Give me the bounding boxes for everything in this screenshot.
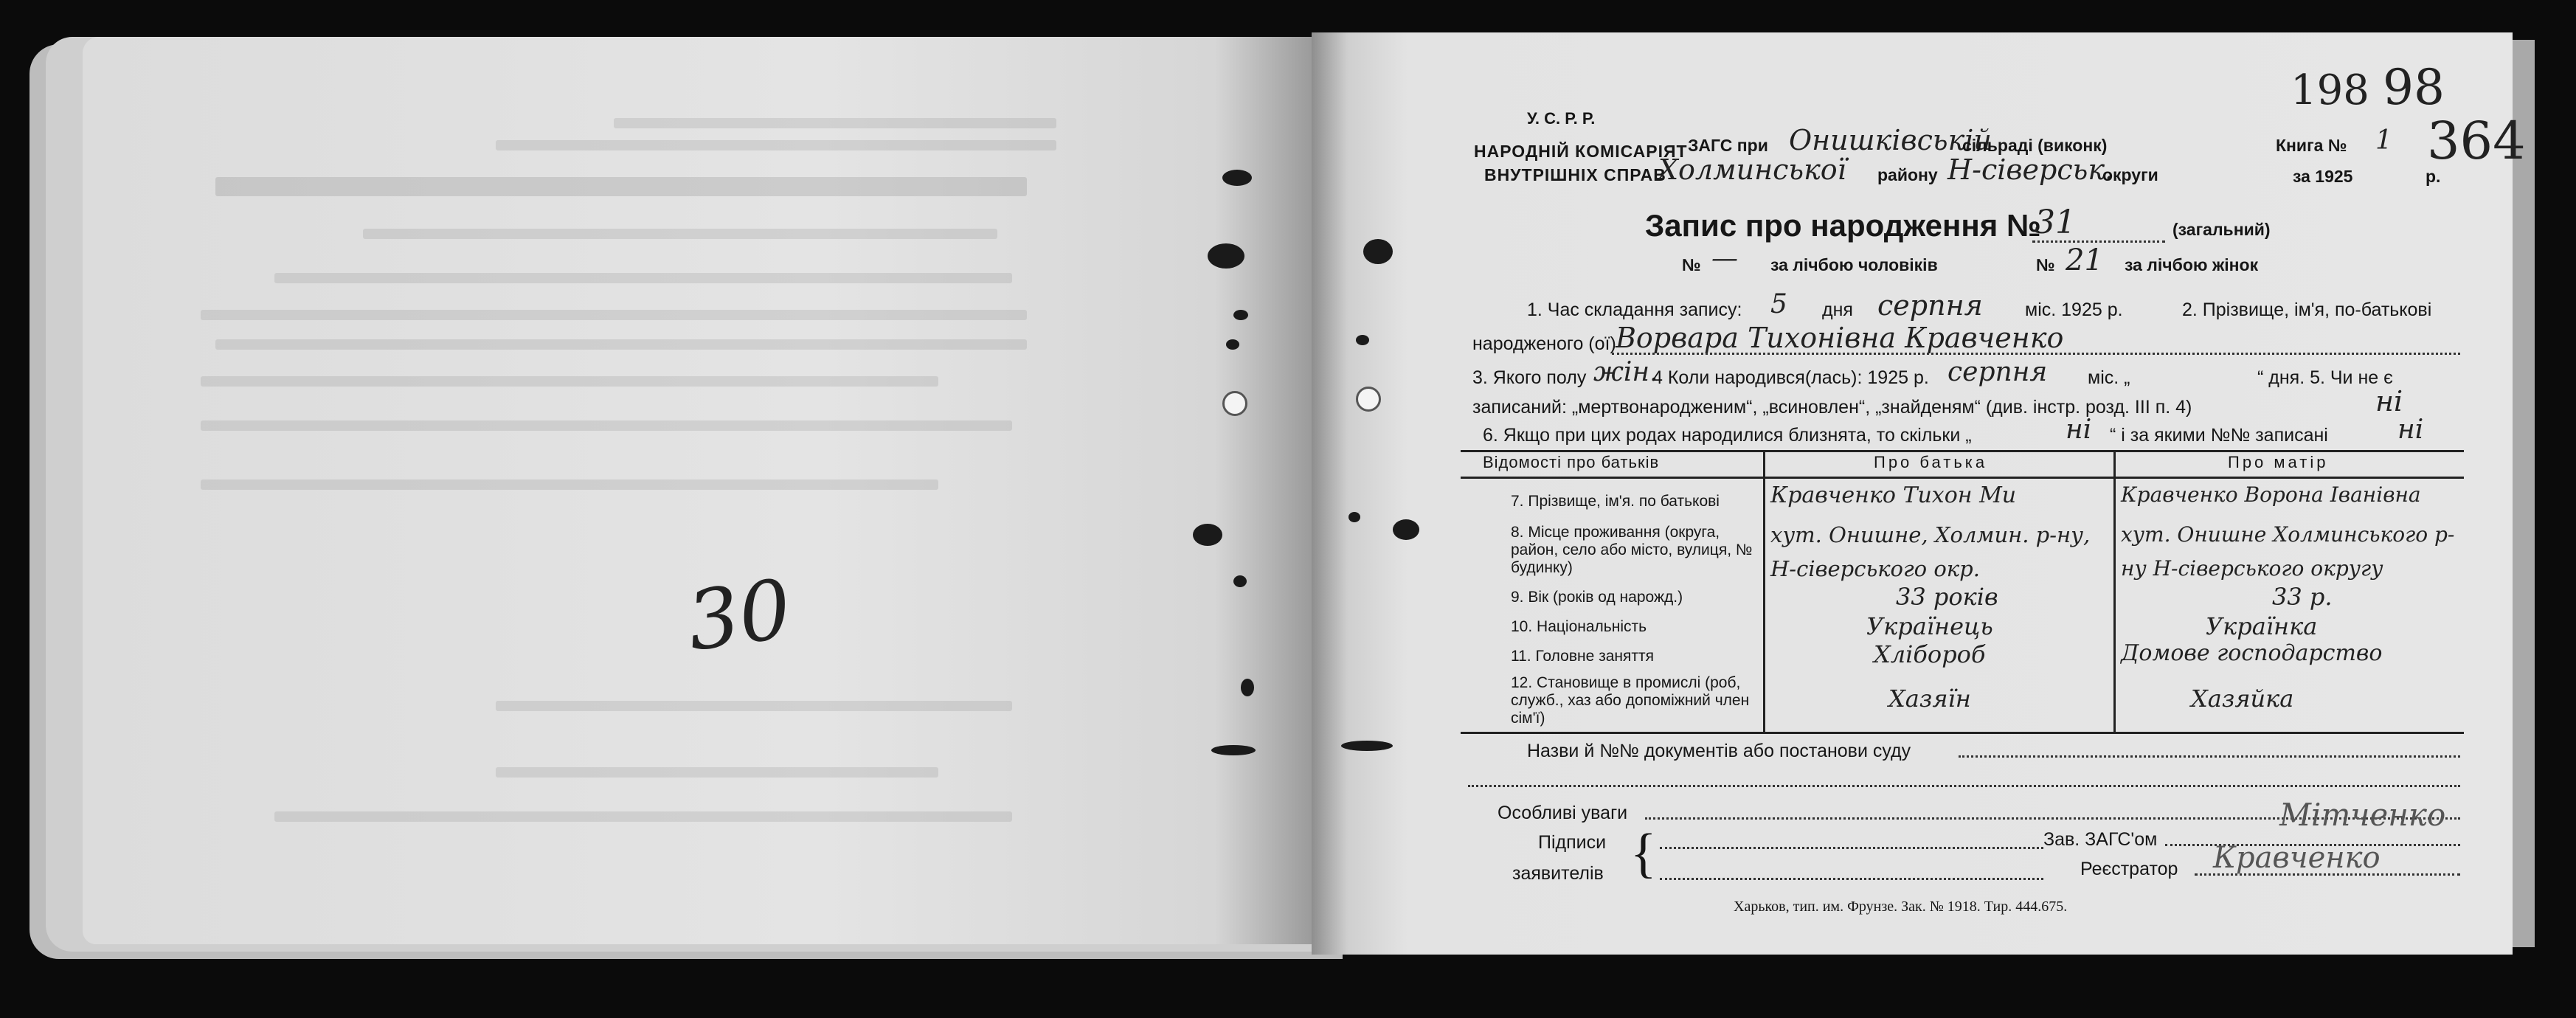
okrug-handwritten: Н-сіверськ. bbox=[1947, 153, 2114, 186]
table-row-label: 11. Головне заняття bbox=[1511, 648, 1654, 665]
male-no-label: № bbox=[1682, 255, 1701, 274]
field-4-label: 4 Коли народився(лась): 1925 р. bbox=[1652, 367, 1929, 388]
district-word: району bbox=[1877, 165, 1938, 184]
field-3-label: 3. Якого полу bbox=[1472, 367, 1587, 388]
page-edge bbox=[2513, 40, 2535, 947]
field-1-day-word: дня bbox=[1822, 299, 1853, 320]
book-number-handwritten: 1 bbox=[2375, 125, 2392, 156]
documents-label: Назви й №№ документів або постанови суду bbox=[1527, 741, 1911, 761]
field-2-label: 2. Прізвище, ім'я, по-батькові bbox=[2182, 299, 2432, 320]
okrug-word: округи bbox=[2102, 165, 2158, 184]
general-label: (загальний) bbox=[2172, 220, 2271, 239]
mother-name: Кравченко Ворона Іванівна bbox=[2121, 482, 2421, 507]
signatures-label-2: заявителів bbox=[1512, 863, 1604, 884]
female-count-label: за лічбою жінок bbox=[2125, 255, 2259, 274]
table-header-info: Відомості про батьків bbox=[1483, 453, 1660, 471]
corner-number-3: 364 bbox=[2427, 111, 2526, 171]
field-2-name-handwritten: Ворвара Тихонівна Кравченко bbox=[1616, 322, 2064, 354]
field-4-month-handwritten: серпня bbox=[1947, 357, 2048, 387]
mother-occupation: Домове господарство bbox=[2121, 640, 2383, 666]
female-no-handwritten: 21 bbox=[2066, 243, 2103, 277]
commissariat-line2: ВНУТРІШНІХ СПРАВ bbox=[1484, 165, 1666, 184]
left-page-handwritten-number: 30 bbox=[681, 561, 797, 670]
table-row-label: 7. Прізвище, ім'я. по батькові bbox=[1511, 493, 1720, 510]
head-of-registry-label: Зав. ЗАГС'ом bbox=[2043, 829, 2158, 850]
father-status: Хазяїн bbox=[1888, 685, 1971, 713]
mother-nationality: Українка bbox=[2206, 612, 2318, 640]
parents-table bbox=[1461, 450, 2464, 734]
male-count-label: за лічбою чоловіків bbox=[1770, 255, 1938, 274]
table-header-father: Про батька bbox=[1874, 453, 1988, 471]
notes-label: Особливі уваги bbox=[1498, 803, 1628, 823]
ussr-label: У. С. Р. Р. bbox=[1527, 109, 1596, 128]
book-label: Книга № bbox=[2276, 136, 2347, 155]
father-age: 33 років bbox=[1896, 583, 1998, 611]
record-number-handwritten: 31 bbox=[2035, 204, 2076, 241]
mother-residence: хут. Онишне Холминського р-ну Н-сіверського округу bbox=[2121, 522, 2455, 581]
field-5-label: записаний: „мертвонародженим“, „всиновлен“, „знайденям“ (див. інстр. розд. III п. 4) bbox=[1472, 397, 2192, 418]
record-title: Запис про народження № bbox=[1645, 208, 2041, 243]
zags-suffix: сільраді (виконк) bbox=[1962, 136, 2108, 155]
field-2-continuation: народженого (ої) bbox=[1472, 333, 1616, 354]
printer-imprint: Харьков, тип. им. Фрунзе. Зак. № 1918. Тир. 444.675. bbox=[1734, 898, 2068, 915]
district-handwritten: Холминської bbox=[1658, 153, 1846, 186]
female-no-label: № bbox=[2036, 255, 2055, 274]
male-no-handwritten: — bbox=[1711, 243, 1738, 274]
left-page bbox=[83, 37, 1313, 944]
table-row-label: 10. Національність bbox=[1511, 618, 1647, 635]
year-suffix: р. bbox=[2426, 167, 2441, 186]
father-nationality: Українець bbox=[1866, 612, 1993, 640]
father-residence: хут. Онишне, Холмин. р-ну, Н-сіверського окр. bbox=[1770, 522, 2091, 581]
zags-prefix: ЗАГС при bbox=[1688, 136, 1768, 155]
corner-number-2: 98 bbox=[2383, 59, 2445, 116]
commissariat-line1: НАРОДНІЙ КОМІСАРІЯТ bbox=[1474, 142, 1688, 161]
field-1-label: 1. Час складання запису: bbox=[1527, 299, 1742, 320]
field-6-twins-handwritten: ні bbox=[2066, 415, 2092, 445]
field-3-sex-handwritten: жін. bbox=[1593, 357, 1658, 387]
registrar-signature: Кравченко bbox=[2213, 841, 2381, 875]
mother-status: Хазяйка bbox=[2191, 685, 2294, 713]
registrar-label: Реєстратор bbox=[2080, 859, 2178, 879]
field-4-day-suffix: “ дня. 5. Чи не є bbox=[2257, 367, 2393, 388]
father-occupation: Хлібороб bbox=[1874, 640, 1986, 668]
field-5-handwritten: ні bbox=[2375, 385, 2403, 418]
field-6-numbers-handwritten: ні bbox=[2397, 415, 2424, 445]
field-6-label: 6. Якщо при цих родах народилися близнята, то скільки „ bbox=[1483, 425, 1972, 446]
field-1-day-handwritten: 5 bbox=[1770, 289, 1787, 319]
zags-village-handwritten: Онишківській bbox=[1789, 124, 1992, 156]
corner-number-1: 198 bbox=[2291, 66, 2369, 114]
table-row-label: 8. Місце проживання (округа, район, село або місто, вулиця, № будинку) bbox=[1511, 524, 1753, 576]
field-1-month-handwritten: серпня bbox=[1877, 289, 1983, 322]
table-row-label: 9. Вік (років од нарожд.) bbox=[1511, 589, 1683, 606]
table-row-label: 12. Становище в промислі (роб, служб., хаз або допоміжний член сім'ї) bbox=[1511, 674, 1750, 727]
mother-age: 33 р. bbox=[2272, 583, 2333, 611]
field-6-mid: “ і за якими №№ записані bbox=[2110, 425, 2328, 446]
head-signature: Мітченко bbox=[2279, 797, 2446, 833]
field-4-rest: міс. „ bbox=[2088, 367, 2130, 388]
year-label: за 1925 bbox=[2293, 167, 2353, 186]
father-name: Кравченко Тихон Ми bbox=[1770, 482, 2017, 508]
signatures-label-1: Підписи bbox=[1538, 832, 1607, 853]
table-header-mother: Про матір bbox=[2228, 453, 2329, 471]
field-1-month-word: міс. 1925 р. bbox=[2025, 299, 2123, 320]
